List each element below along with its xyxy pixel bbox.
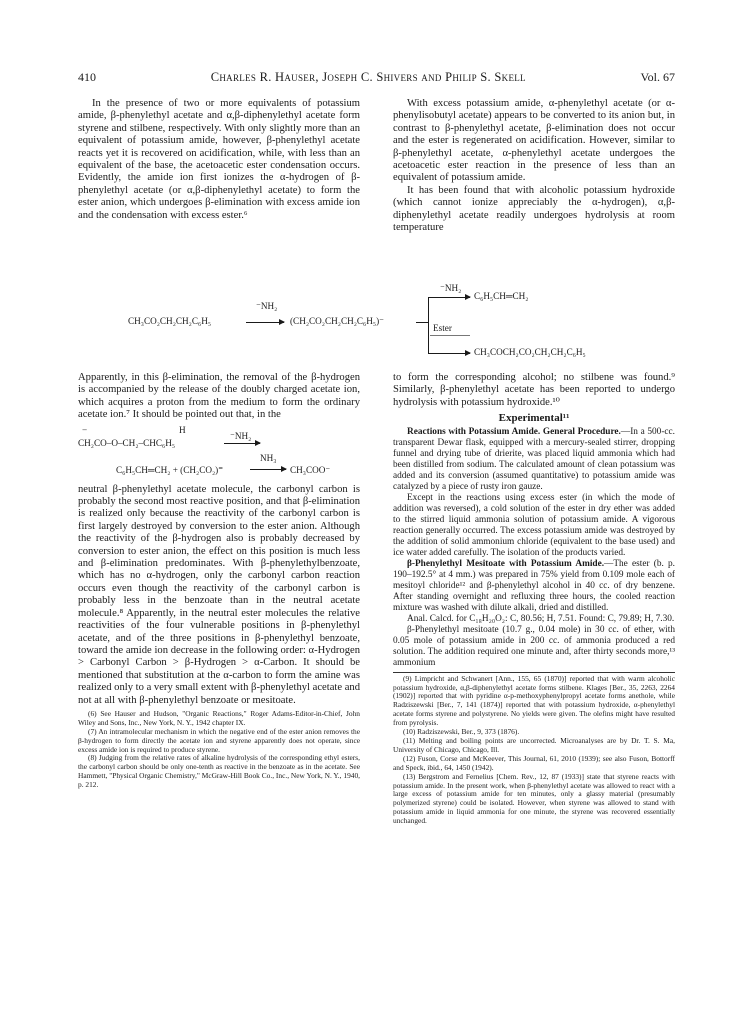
page-header: [78, 70, 675, 86]
mech-products: C₆H₅CH═CH₂ + (CH₂CO₂)⁼: [116, 464, 224, 475]
procedure-heading: Reactions with Potassium Amide. General Procedure.: [407, 426, 621, 437]
reaction-arrow: [246, 322, 284, 323]
footnote: (10) Radziszewski, Ber., 9, 373 (1876).: [403, 727, 520, 737]
paragraph: Apparently, in this β-elimination, the removal of the β-hydrogen is accompanied by the release of the doubly charged acetate ion, which acquires a proton from the medium to form the ordinary acetate ion.⁷ It should be pointed out that, in the: [78, 372, 360, 421]
right-column-top: [393, 98, 675, 234]
footnote: (11) Melting and boiling points are uncorrected. Microanalyses are by Dr. T. S. Ma, University of Chicago, Chicago, Ill.: [393, 735, 675, 754]
scheme-reagent-top: ⁻NH₂: [440, 283, 462, 293]
branch-line: [416, 322, 428, 323]
footnote: (8) Judging from the relative rates of alkaline hydrolysis of the corresponding ethyl esters, the carbonyl carbon should be only one-tenth as reactive in the benzoate as in the acetate. See Hammett, "Physical Organic Chemistry," McGraw-Hill Book Co., Inc., New York, N. Y., 1940, p. 212.: [78, 753, 360, 790]
footnotes-right: [393, 675, 675, 826]
footnote: (12) Fuson, Corse and McKeever, This Journal, 61, 2010 (1939); see also Fuson, Bottorff and Speck, ibid., 64, 1450 (1942).: [393, 753, 675, 772]
left-column-bottom: [78, 372, 360, 790]
footnote: (7) An intramolecular mechanism in which the negative end of the ester anion removes the β-hydrogen to form directly the acetate ion and styrene apparently does not operate, since excess amide ion is required to produce styrene.: [78, 726, 360, 754]
mechanism-diagram: [78, 424, 360, 482]
divider-line: [430, 335, 470, 336]
paragraph: Except in the reactions using excess ester (in which the mode of addition was reversed), a cold solution of the ester in dry ether was added to the stirred liquid ammonia solution of potassium amide. A vigorous reaction generally occurred. The excess potassium amide was destroyed by the addition of solid ammonium chloride (equivalent to the base used) and ice water added carefully. The isolation of the products varied.: [393, 492, 675, 558]
footnote: (6) See Hauser and Hudson, "Organic Reactions," Roger Adams-Editor-in-Chief, John Wiley and Sons, Inc., New York, N. Y., 1942 chapter IX.: [78, 708, 360, 727]
reaction-arrow: [224, 443, 260, 444]
section-heading: Experimental¹¹: [498, 412, 570, 425]
reaction-arrow: [428, 297, 470, 298]
paragraph: to form the corresponding alcohol; no stilbene was found.⁹ Similarly, β-phenylethyl acetate has been reported to undergo hydrolysis with potassium hydroxide.¹⁰: [393, 372, 675, 408]
paragraph: β-Phenylethyl mesitoate (10.7 g., 0.04 mole) in 30 cc. of ether, with 0.05 mole of potassium amide in 200 cc. of ammonia produced a red solution. The addition required one minute and, after thirty seconds more,¹³ ammonium: [393, 624, 675, 668]
mech-acetate: CH₃COO⁻: [290, 464, 331, 475]
page-number: 410: [78, 70, 96, 84]
mech-minus: −: [82, 424, 88, 435]
paragraph: It has been found that with alcoholic potassium hydroxide (which cannot ionize appreciably the α-hydrogen), α,β-diphenylethyl acetate readily undergoes hydrolysis at room temperature: [393, 184, 675, 234]
procedure-text: —In a 500-cc. transparent Dewar flask, equipped with a mercury-sealed stirrer, dropping funnel and drying tube of drierite, was placed liquid ammonia which had been distilled from sodium. The calculated amount of clean potassium was added and its conversion (assumed quantitative) to potassium amide was catalyzed by a piece of rusty iron gauze.: [393, 426, 676, 492]
paragraph: In the presence of two or more equivalents of potassium amide, β-phenylethyl acetate and α,β-diphenylethyl acetate form styrene and stilbene, respectively. With only slightly more than an equivalent of potassium amide, however, β-phenylethyl acetate reacts yet it is recovered on acidification, while, with less than an equivalent of the base, the acetoacetic ester condensation occurs. Evidently, the amide ion first ionizes the α-hydrogen of β-phenylethyl acetate (or α,β-diphenylethyl acetate) to form the ester anion, which undergoes β-elimination with excess amide ion and the condensation with excess ester.⁶: [78, 98, 360, 221]
right-column-bottom: [393, 372, 675, 826]
paragraph: neutral β-phenylethyl acetate molecule, the carbonyl carbon is probably the second most reactive position, and that β-elimination is realized only because the reactivity of the carbonyl carbon is first largely destroyed by conversion to the ester anion. Although the reactivity of the β-hydrogen also is probably decreased by conversion to ester anion, the effect on this position is much less and β-elimination predominates. With β-phenylethylbenzoate, which has no α-hydrogen, only the carbonyl carbon reaction occurs even though the reactivity of the carbonyl carbon is probably less in the benzoate than in the neutral acetate molecule.⁸ Apparently, in the neutral ester molecules the relative reactivities of the four vulnerable positions in β-phenylethyl acetate, and of the three positions in β-phenylethyl benzoate, toward the amide ion decrease in the following order: α-Hydrogen > Carbonyl Carbon > β-Hydrogen > α-Carbon. It should be mentioned that substitution at the α-carbon to form the amine was realized only to a very small extent with β-phenylethyl acetate and not at all with β-phenylethyl benzoate or mesitoate.: [78, 483, 360, 706]
left-column-top: [78, 98, 360, 222]
scheme-reactant: CH₃CO₂CH₂CH₂C₆H₅: [128, 316, 212, 326]
mech-reagent2: NH₃: [260, 452, 277, 463]
footnote: (13) Bergstrom and Fernelius [Chem. Rev., 12, 87 (1933)] state that styrene reacts with potassium amide. In the present work, when β-phenylethyl acetate was allowed to react with a large excess of potassium amide for ten minutes, only a glassy material (presumably polymerized styrene) could be isolated. However, when styrene was allowed to stand with potassium amide in liquid ammonia for one minute, the styrene was recovered essentially unchanged.: [393, 771, 675, 826]
analysis-line: Anal. Calcd. for C₁₈H₂₀O₂: C, 80.56; H, 7.51. Found: C, 79.89; H, 7.30.: [407, 613, 675, 624]
procedure-heading: β-Phenylethyl Mesitoate with Potassium Amide.: [407, 558, 605, 569]
reaction-scheme: [78, 283, 675, 365]
mech-reagent: ⁻NH₂: [230, 430, 252, 441]
scheme-reagent: ⁻NH₂: [256, 301, 278, 311]
running-authors: Charles R. Hauser, Joseph C. Shivers and Philip S. Skell: [210, 70, 526, 84]
mech-hydrogen: H: [179, 424, 186, 435]
footnotes-left: [78, 710, 360, 790]
scheme-anion: (CH₂CO₂CH₂CH₂C₆H₅)⁻: [290, 316, 385, 326]
scheme-product-top: C₆H₅CH═CH₂: [474, 291, 529, 301]
footnote-rule: [393, 672, 675, 673]
procedure-text: —The ester (b. p. 190–192.5° at 4 mm.) was prepared in 75% yield from 0.109 mole each of mesitoyl chloride¹² and β-phenylethyl alcohol in 40 cc. of dry benzene. After standing overnight and refluxing three hours, the cooled reaction mixture was washed with dilute alkali, dried and distilled.: [393, 558, 675, 613]
experimental-section: [393, 427, 675, 669]
paragraph: With excess potassium amide, α-phenylethyl acetate (or α-phenylisobutyl acetate) appears to be converted to its anion but, in contrast to β-phenylethyl acetate, β-elimination does not occur and the ester is regenerated on acidification. However, similar to β-phenylethyl acetate, α-phenylethyl acetate undergoes the acetoacetic ester reaction in the presence of less than an equivalent of potassium amide.: [393, 98, 675, 184]
volume-label: Vol. 67: [640, 70, 675, 84]
mech-ester-anion: CH₂CO–O–CH₂–CHC₆H₅: [78, 437, 176, 448]
branch-line: [428, 297, 429, 353]
footnote: (9) Limpricht and Schwanert [Ann., 155, 65 (1870)] reported that with warm alcoholic potassium hydroxide, α,β-diphenylethyl acetate forms stilbene. Klages [Ber., 35, 2263, 2264 (1902)] reported that with pyridine α-p-methoxyphenylpropyl acetate forms anethole, while Radziszewski [Ber., 7, 141 (1874)] reported that with potassium hydroxide, α-phenylethyl acetate forms styrene and polystyrene. No yields were given. The olefins might have resulted from pyrolysis.: [393, 673, 675, 728]
reaction-arrow: [250, 469, 286, 470]
reaction-arrow: [428, 353, 470, 354]
scheme-reagent-bottom: Ester: [433, 323, 452, 333]
scheme-product-bottom: CH₃COCH₂CO₂CH₂CH₂C₆H₅: [474, 347, 586, 357]
